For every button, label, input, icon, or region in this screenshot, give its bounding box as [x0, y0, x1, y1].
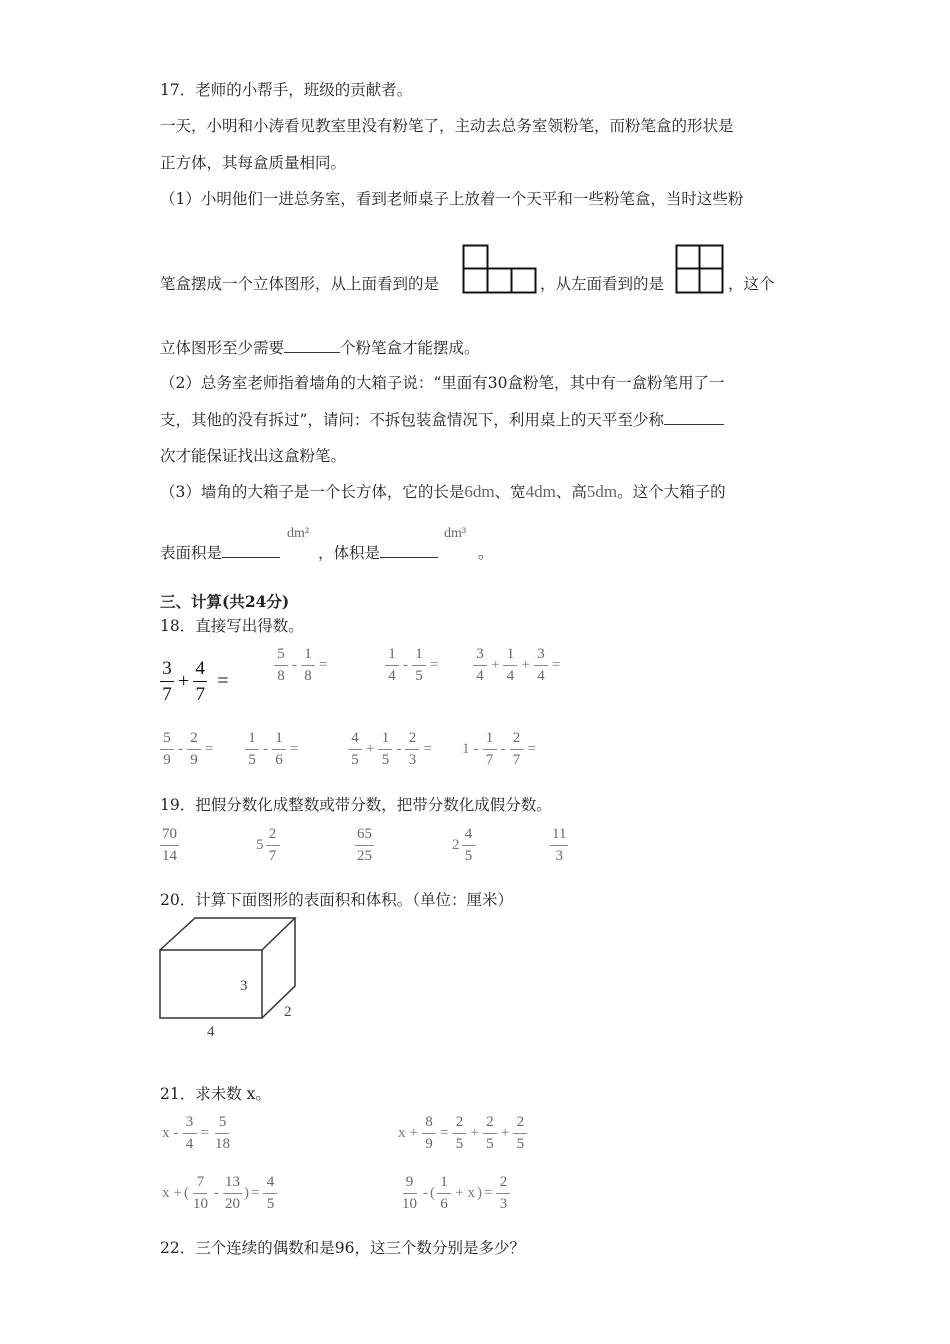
q19-item-3: $\frac{65}{25}$ — [357, 826, 372, 864]
q20-title: 20．计算下面图形的表面积和体积。（单位：厘米） — [160, 891, 513, 909]
q17-part3-line1-b: 、宽 — [494, 483, 526, 501]
q17-part2-line3: 次才能保证找出这盒粉笔。 — [160, 447, 347, 465]
q17-intro-line1: 一天，小明和小涛看见教室里没有粉笔了，主动去总务室领粉笔，而粉笔盒的形状是 — [160, 117, 734, 135]
answer-blank-boxes[interactable] — [284, 352, 340, 353]
fraction: $\frac{3}{7}$ — [160, 658, 174, 705]
q18-item-5: $\frac{5}{9}$ - $\frac{2}{9}$ = — [158, 730, 215, 769]
q19-item-4: 2 $\frac{4}{5}$ — [450, 826, 478, 865]
q19-item-1: $\frac{70}{14}$ — [162, 826, 177, 864]
q17-part2-line2-text: 支，其他的没有拆过”，请问：不拆包装盒情况下，利用桌上的天平至少称 — [160, 411, 664, 429]
q17-part3-line2-b: ，体积是 — [318, 544, 381, 562]
q22-title: 22．三个连续的偶数和是96，这三个数分别是多少？ — [160, 1239, 525, 1257]
cuboid-figure — [155, 914, 305, 1044]
q18-item-7: $\frac{4}{5}$ + $\frac{1}{5}$ - $\frac{2}{3}$ = — [346, 730, 434, 769]
q17-part3-line2 — [160, 541, 280, 563]
fraction: $\frac{4}{7}$ — [193, 658, 207, 705]
q17-part3-line2-a: 表面积是 — [160, 544, 223, 562]
q17-part2-line2 — [160, 408, 724, 430]
section-title: 三、计算(共24分) — [160, 592, 290, 611]
unit-dm3: dm³ — [444, 526, 467, 541]
unit-dm2: dm² — [287, 526, 310, 541]
height-label: 3 — [240, 978, 248, 994]
q17-intro-line2: 正方体，其每盒质量相同。 — [160, 154, 347, 172]
q21-eq-3: x + ( $\frac{7}{10}$ - $\frac{13}{20}$ ) = $\frac{4}{5}$ — [160, 1174, 279, 1213]
q18-item-1: $\frac{3}{7}$ + $\frac{4}{7}$ = — [158, 658, 231, 705]
q17-part3-line1-c: 、高 — [555, 483, 587, 501]
answer-blank-weighings[interactable] — [664, 424, 724, 425]
q19-item-2: 5 $\frac{2}{7}$ — [254, 826, 282, 865]
left-view-figure — [675, 244, 725, 294]
q17-part1-line3-b: 个粉笔盒才能摆成。 — [340, 339, 480, 357]
q18-item-6: $\frac{1}{5}$ - $\frac{1}{6}$ = — [243, 730, 300, 769]
q18-item-2: $\frac{5}{8}$ - $\frac{1}{8}$ = — [272, 646, 329, 685]
q17-part3-line1-d: 。这个大箱子的 — [617, 483, 726, 501]
box-width: 4dm — [525, 482, 556, 501]
q17-part3-line1-a: （3）墙角的大箱子是一个长方体，它的长是 — [160, 483, 465, 501]
q17-part3-line2-b-wrap — [318, 541, 438, 563]
q17-part1-line3-a: 立体图形至少需要 — [160, 339, 285, 357]
answer-blank-surface-area[interactable] — [222, 557, 280, 558]
q17-part1-line2-a: 笔盒摆成一个立体图形，从上面看到的是 — [160, 275, 440, 293]
answer-blank-volume[interactable] — [380, 557, 438, 558]
q21-eq-1: x - $\frac{3}{4}$ = $\frac{5}{18}$ — [162, 1114, 230, 1152]
q19-item-5: $\frac{11}{3}$ — [552, 826, 567, 864]
q19-title: 19．把假分数化成整数或带分数，把带分数化成假分数。 — [160, 796, 552, 814]
q17-title: 17．老师的小帮手，班级的贡献者。 — [160, 81, 413, 99]
q21-eq-4: $\frac{9}{10}$ - ( $\frac{1}{6}$ + x ) = $\frac{2}{3}$ — [398, 1174, 512, 1213]
q17-part1-line2-c: ，这个 — [728, 275, 775, 293]
q18-item-3: $\frac{1}{4}$ - $\frac{1}{5}$ = — [383, 646, 440, 685]
top-view-figure — [462, 244, 538, 294]
q18-item-8: 1 - $\frac{1}{7}$ - $\frac{2}{7}$ = — [462, 730, 536, 768]
width-label: 2 — [284, 1004, 292, 1020]
q17-part1-line1: （1）小明他们一进总务室，看到老师桌子上放着一个天平和一些粉笔盒，当时这些粉 — [160, 190, 744, 208]
length-label: 4 — [207, 1024, 215, 1040]
box-height: 5dm — [586, 482, 618, 501]
q17-part3-line1 — [160, 480, 726, 502]
q18-title: 18．直接写出得数。 — [160, 617, 304, 635]
q17-part1-line3 — [160, 336, 480, 358]
q18-item-4: $\frac{3}{4}$ + $\frac{1}{4}$ + $\frac{3}{4}$ = — [471, 646, 562, 685]
q17-part1-line2-b: ，从左面看到的是 — [540, 275, 665, 293]
q17-part3-line2-c: 。 — [478, 544, 494, 562]
q17-part2-line1: （2）总务室老师指着墙角的大箱子说：“里面有30盒粉笔，其中有一盒粉笔用了一 — [160, 374, 725, 392]
q21-title: 21．求未数 x。 — [160, 1085, 271, 1103]
box-length: 6dm — [464, 482, 495, 501]
q21-eq-2: x + $\frac{8}{9}$ = $\frac{2}{5}$ + $\frac{2}{5}$ + $\frac{2}{5}$ — [396, 1114, 529, 1153]
